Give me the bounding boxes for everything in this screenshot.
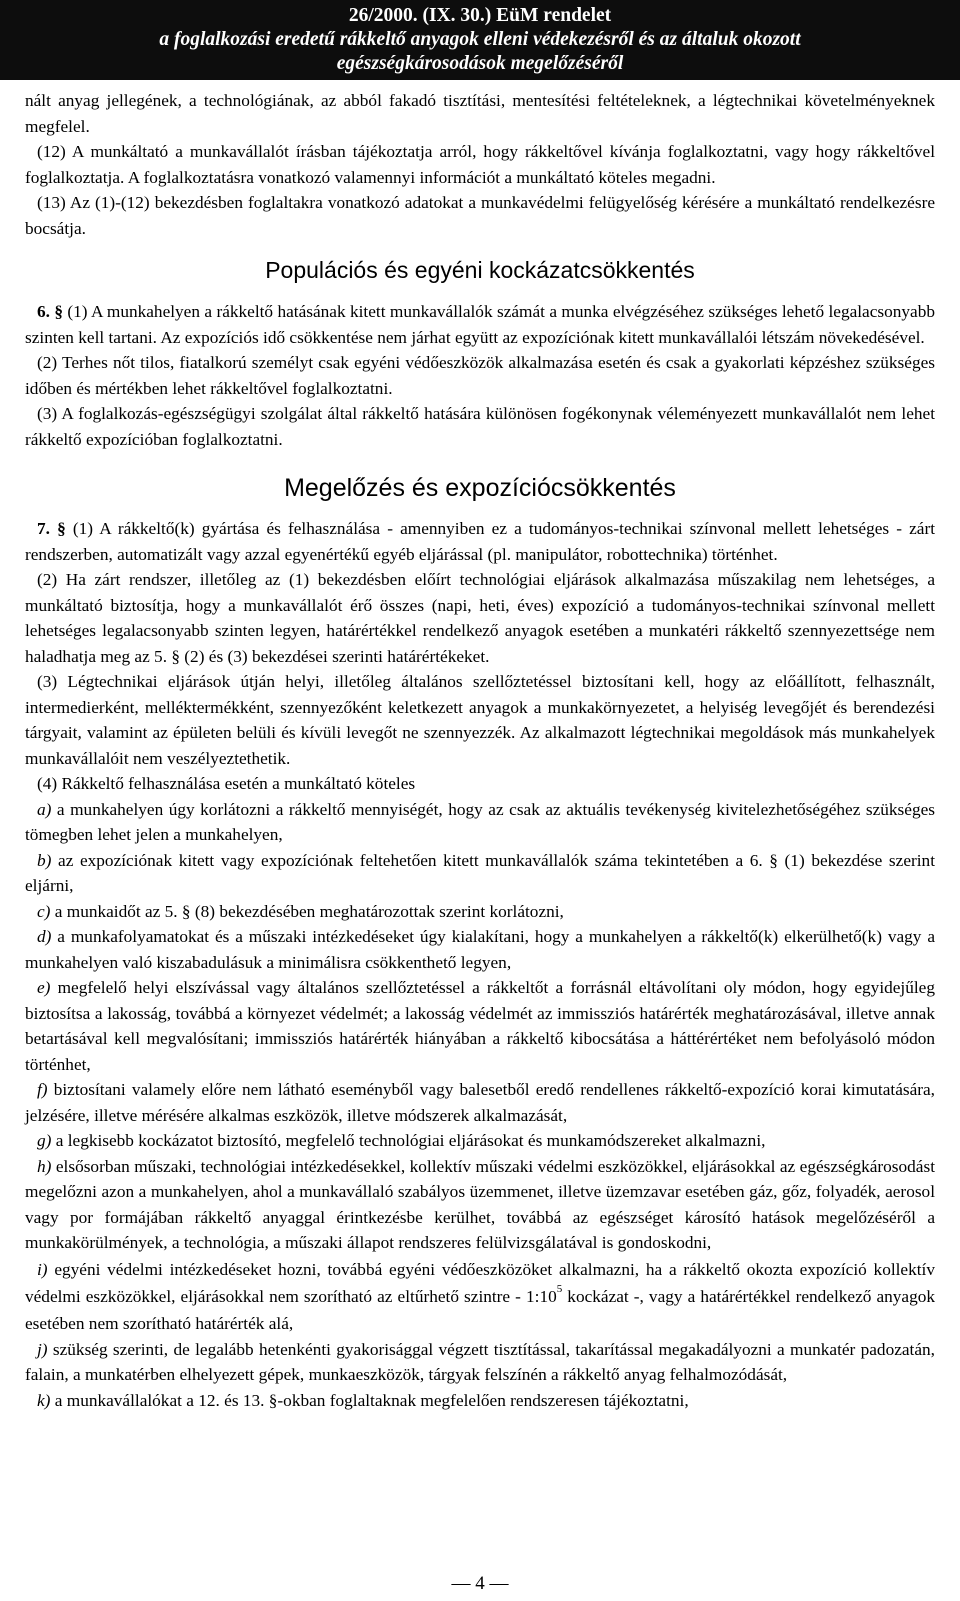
document-header	[0, 0, 960, 80]
list-letter: b)	[37, 850, 52, 870]
list-item	[25, 1337, 935, 1388]
section-number: 6. §	[37, 302, 63, 321]
document-body	[0, 80, 960, 1413]
list-item	[25, 1128, 935, 1154]
paragraph: (4) Rákkeltő felhasználása esetén a munkáltató köteles	[37, 774, 416, 793]
list-item	[25, 848, 935, 899]
list-text: elsősorban műszaki, technológiai intézkedésekkel, kollektív műszaki védelmi eszközökkel, eljárásokkal az egészségkárosodást megelőzni azon a munkahelyen, ahol a munkavállaló szabályos üzemmenet, illetve üzemzavar esetében gáz, gőz, folyadék, aerosol vagy por formájában rákkeltő anyaggal érintkezésbe kerülhet, továbbá az egészséget károsító hatások megelőzéséről a munkakörülmények, a technológia, a műszaki állapot rendszeres felülvizsgálatával is gondoskodni,	[25, 1156, 935, 1252]
list-letter: i)	[37, 1259, 48, 1279]
list-text: egyéni védelmi intézkedéseket hozni, továbbá egyéni védőeszközöket alkalmazni, ha a rákkeltő okozta expozíció kollektív védelmi eszközökkel, eljárásokkal nem szorítható az eltűrhető szintre - 1:10	[25, 1259, 935, 1306]
paragraph-text: (1) A rákkeltő(k) gyártása és felhasználása - amennyiben ez a tudományos-technikai színvonal mellett lehetséges - zárt rendszerben, automatizált vagy azzal egyenértékű egyéb eljárással (pl. manipulátor, robottechnika) történhet.	[25, 519, 936, 564]
list-text: a munkaidőt az 5. § (8) bekezdésében meghatározottak szerint korlátozni,	[50, 901, 564, 921]
paragraph: (2) Ha zárt rendszer, illetőleg az (1) bekezdésben előírt technológiai eljárások alkalmazása műszakilag nem lehetséges, a munkáltató biztosítja, hogy a munkavállalót érő összes (napi, heti, éves) expozíció a tudományos-technikai színvonal mellett lehetséges legalacsonyabb szinten legyen, határértékkel rendelkező anyagok esetében a munkatéri rákkeltő szennyezettsége nem haladhatja meg az 5. § (2) és (3) bekezdései szerinti határértékeket.	[25, 570, 935, 666]
paragraph: (2) Terhes nőt tilos, fiatalkorú személyt csak egyéni védőeszközök alkalmazása esetén és csak a gyakorlati képzéshez szükséges időben és mértékben lehet rákkeltővel foglalkoztatni.	[25, 353, 935, 398]
list-text: megfelelő helyi elszívással vagy általános szellőztetéssel a rákkeltőt a forrásnál eltávolítani oly módon, hogy egyidejűleg biztosítsa a lakosság, továbbá a környezet védelmét; a lakosság védelmét az immissziós határérték meghatározásával, illetve annak betartásával kell megvalósítani; immissziós határérték hiányában a rákkeltő kibocsátása a háttérértéket nem befolyásoló módon történhet,	[25, 978, 935, 1074]
section-title: Megelőzés és expozíciócsökkentés	[284, 474, 676, 502]
header-title: 26/2000. (IX. 30.) EüM rendelet	[348, 5, 612, 26]
list-text: a legkisebb kockázatot biztosító, megfelelő technológiai eljárásokat és munkamódszereket alkalmazni,	[51, 1131, 766, 1150]
paragraph	[25, 299, 935, 350]
list-letter: j)	[37, 1339, 48, 1359]
paragraph	[25, 516, 935, 567]
list-item	[25, 1154, 935, 1256]
paragraph-text: (1) A munkahelyen a rákkeltő hatásának kitett munkavállalók számát a munka elvégzéséhez szükséges lehető legalacsonyabb szinten kell tartani. Az expozíciós idő csökkentése nem járhat együtt az expozíciónak kitett munkavállalói létszám növekedésével.	[25, 302, 935, 347]
header-subtitle-line1: a foglalkozási eredetű rákkeltő anyagok elleni védekezésről és az általuk okozott	[159, 29, 801, 50]
list-text: kockázat -, vagy a határértékkel rendelkező anyagok esetében nem szorítható határérték alá,	[25, 1286, 936, 1333]
header-subtitle-line2: egészségkárosodások megelőzéséről	[336, 53, 624, 74]
list-letter: k)	[37, 1390, 51, 1410]
list-item	[25, 1077, 935, 1128]
list-text: a munkavállalókat a 12. és 13. §-okban foglaltaknak megfelelően rendszeresen tájékoztatni,	[50, 1390, 689, 1410]
section-number: 7. §	[37, 519, 66, 538]
paragraph: (12) A munkáltató a munkavállalót írásban tájékoztatja arról, hogy rákkeltővel kívánja foglalkoztatni, vagy hogy rákkeltővel foglalkoztatja. A foglalkoztatásra vonatkozó valamennyi információt a munkáltató köteles megadni.	[25, 142, 935, 187]
paragraph: nált anyag jellegének, a technológiának, az abból fakadó tisztítási, mentesítési feltételeknek, a légtechnikai követelményeknek megfelel.	[25, 91, 935, 136]
list-item	[25, 899, 935, 925]
list-text: szükség szerinti, de legalább hetenkénti gyakorisággal végzett tisztítással, takarítással megakadályozni a munkatér padozatán, falain, a munkatérben elhelyezett gépek, munkaeszközök, tárgyak felszínén a rákkeltő anyag felhalmozódását,	[25, 1339, 935, 1384]
paragraph: (13) Az (1)-(12) bekezdésben foglaltakra vonatkozó adatokat a munkavédelmi felügyelőség kérésére a munkáltató rendelkezésre bocsátja.	[25, 193, 935, 238]
list-letter: e)	[37, 978, 51, 997]
paragraph: (3) Légtechnikai eljárások útján helyi, illetőleg általános szellőztetéssel biztosítani kell, hogy az előállított, felhasznált, intermedierként, melléktermékként, szennyezőként keletkezett anyagok a munkakörnyezetet, a helyiség levegőjét és berendezési tárgyait, valamint az épületen belüli és kívüli levegőt ne szennyezzék. Az alkalmazott légtechnikai megoldások más munkahelyek munkavállalóit nem veszélyeztethetik.	[25, 672, 935, 768]
section-title: Populációs és egyéni kockázatcsökkentés	[265, 257, 695, 283]
superscript: 5	[556, 1282, 563, 1295]
paragraph: (3) A foglalkozás-egészségügyi szolgálat által rákkeltő hatására különösen fogékonynak véleményezett munkavállalót nem lehet rákkeltő expozícióban foglalkoztatni.	[25, 404, 935, 449]
list-item	[25, 924, 935, 975]
list-letter: h)	[37, 1156, 52, 1176]
list-text: az expozíciónak kitett vagy expozíciónak feltehetően kitett munkavállalók száma tekintetében a 6. § (1) bekezdése szerint eljárni,	[25, 850, 935, 895]
list-letter: a)	[37, 799, 52, 819]
page-number: — 4 —	[451, 1573, 509, 1594]
list-text: a munkafolyamatokat és a műszaki intézkedéseket úgy kialakítani, hogy a munkahelyen a rákkeltő(k) elkerülhető(k) vagy a munkahelyen való kiszabadulásuk a minimálisra csökkenthető legyen,	[25, 927, 935, 972]
list-letter: f)	[37, 1080, 48, 1099]
list-letter: g)	[37, 1131, 52, 1150]
list-text: biztosítani valamely előre nem látható eseményből vagy balesetből eredő rendellenes rákkeltő-expozíció korai kimutatására, jelzésére, illetve mérésére alkalmas eszközök, illetve módszerek alkalmazását,	[25, 1080, 935, 1125]
list-item	[25, 975, 935, 1077]
list-item	[25, 1388, 935, 1414]
list-item	[25, 797, 935, 848]
list-letter: c)	[37, 901, 51, 921]
list-item	[25, 1256, 935, 1337]
list-text: a munkahelyen úgy korlátozni a rákkeltő mennyiségét, hogy az csak az aktuális tevékenység kivitelezhetőségéhez szükséges tömegben lehet jelen a munkahelyen,	[25, 799, 935, 844]
list-letter: d)	[37, 927, 52, 946]
